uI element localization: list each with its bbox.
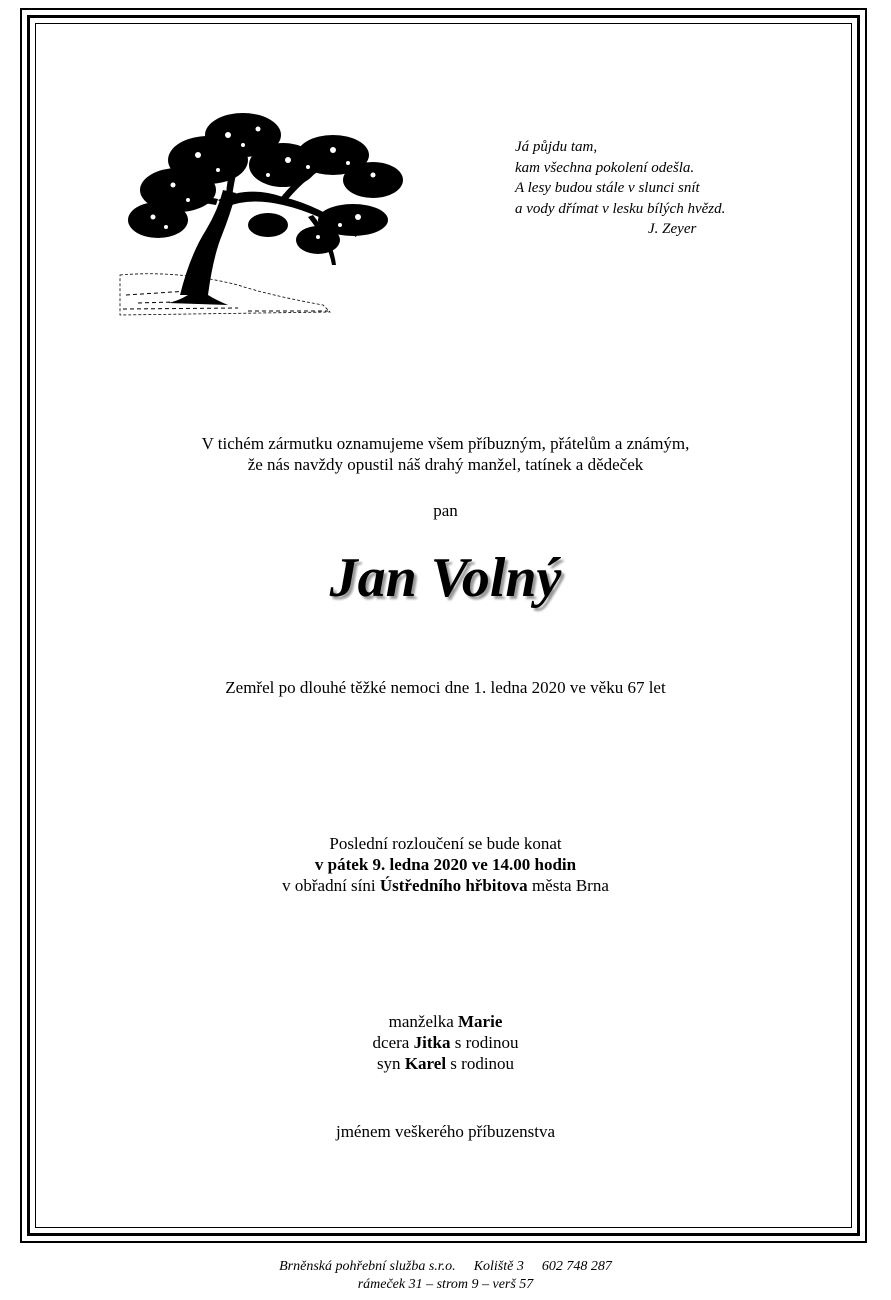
footer [0,1258,891,1294]
family-suffix: s rodinou [450,1033,519,1052]
poem-line: kam všechna pokolení odešla. [515,159,695,176]
family-member [0,1032,891,1053]
death-notice [0,677,891,698]
family-relation: manželka [388,1012,459,1031]
poem-author: J. Zeyer [648,221,697,237]
tree-illustration [118,105,413,325]
family-member [0,1053,891,1074]
footer-phone: 602 748 287 [541,1259,612,1274]
announcement-line: že nás navždy opustil náš drahý manžel, tatínek a dědeček [247,455,644,474]
farewell-datetime-text: v pátek 9. ledna 2020 ve 14.00 hodin [314,855,577,874]
title-word-text: pan [433,501,458,520]
family-name: Jitka [413,1033,451,1052]
farewell-place-suffix: města Brna [527,876,609,895]
family-suffix: s rodinou [446,1054,515,1073]
deceased-name: Jan Volný [329,547,562,609]
footer-company: Brněnská pohřební služba s.r.o. [279,1259,456,1274]
poem-line: A lesy budou stále v slunci snít [515,180,700,196]
farewell-place-prefix: v obřadní síni [282,876,380,895]
farewell-place [0,875,891,896]
poem-line: a vody dřímat v lesku bílých hvězd. [515,200,726,217]
relatives-line: jménem veškerého příbuzenstva [335,1122,556,1141]
farewell-datetime [0,854,891,875]
announcement [0,433,891,475]
family-member [0,1011,891,1032]
family-name: Karel [404,1054,447,1073]
family-relation: dcera [372,1033,414,1052]
announcement-line: V tichém zármutku oznamujeme všem příbuzným, přátelům a známým, [201,434,690,453]
title-word [0,500,891,521]
family-relation: syn [376,1054,405,1073]
footer-codes: rámeček 31 – strom 9 – verš 57 [357,1277,534,1292]
farewell-place-name: Ústředního hřbitova [379,876,528,895]
poem-line: Já půjdu tam, [515,139,598,155]
footer-address: Koliště 3 [473,1259,524,1274]
family-list [0,1011,891,1074]
farewell-info [0,833,891,896]
family-name: Marie [458,1012,503,1031]
farewell-intro: Poslední rozloučení se bude konat [329,834,562,853]
footer-contact [0,1258,891,1276]
poem [515,137,815,240]
death-line: Zemřel po dlouhé těžké nemoci dne 1. ledna 2020 ve věku 67 let [225,678,666,697]
relatives-signature [0,1121,891,1142]
